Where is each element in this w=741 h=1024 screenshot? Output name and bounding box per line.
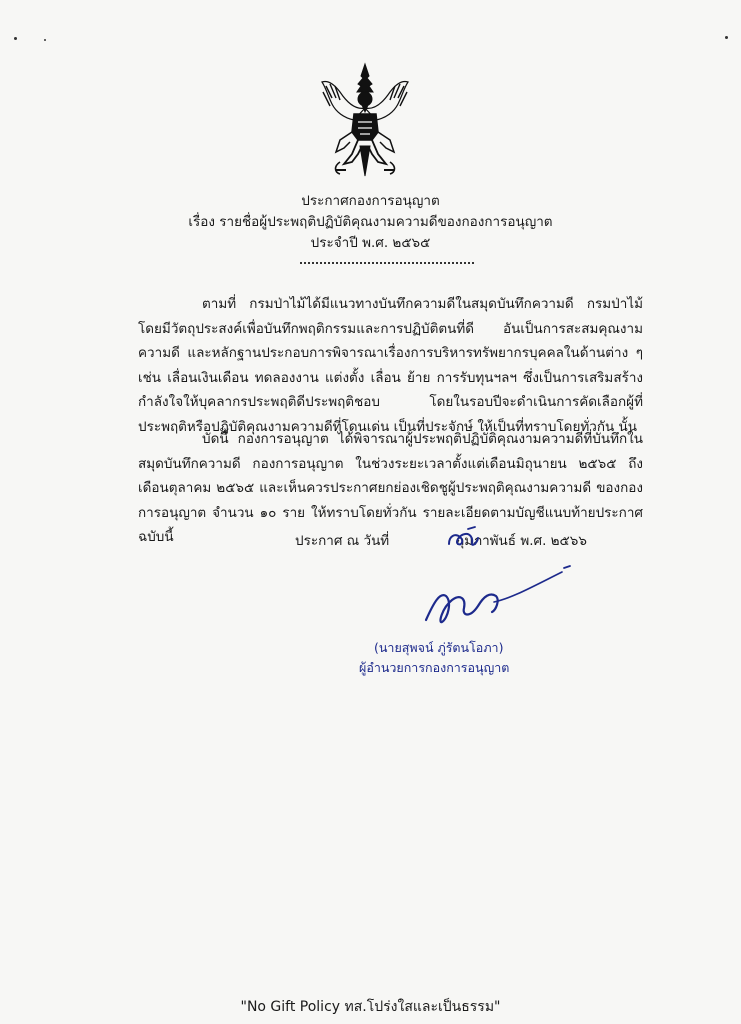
body-paragraph-1 — [138, 292, 643, 439]
handwritten-signature — [412, 562, 582, 637]
paper-speck — [44, 39, 46, 41]
paragraph-1-text: ตามที่ กรมป่าไม้ได้มีแนวทางบันทึกความดีในสมุดบันทึกความดี กรมป่าไม้ โดยมีวัตถุประสงค์เพื่อบันทึกพฤติกรรมและการปฏิบัติตนที่ดี อันเป็นการสะสมคุณงามความดี และหลักฐานประกอบการพิจารณาเรื่องการบริหารทรัพยากรบุคคลในด้านต่าง ๆ เช่น เลื่อนเงินเดือน ทดลองงาน แต่งตั้ง เลื่อน ย้าย การรับทุนฯลฯ ซึ่งเป็นการเสริมสร้างกำลังใจให้บุคลากรประพฤติดีประพฤติชอบ โดยในรอบปีจะดำเนินการคัดเลือกผู้ที่ประพฤติหรือปฏิบัติคุณงามความดีที่โดนเด่น เป็นที่ประจักษ์ ให้เป็นที่ทราบโดยทั่วกัน นั้น — [138, 296, 643, 435]
signer-name: (นายสุพจน์ ภู่รัตนโอภา) — [374, 640, 504, 655]
date-prefix: ประกาศ ณ วันที่ — [295, 533, 390, 549]
paper-speck — [725, 36, 728, 39]
announcement-subject: เรื่อง รายชื่อผู้ประพฤติปฏิบัติคุณงามความดีของกองการอนุญาต — [188, 214, 553, 230]
paper-speck — [14, 37, 17, 40]
handwritten-day — [446, 524, 480, 550]
garuda-emblem-icon — [318, 62, 412, 180]
footer-slogan: "No Gift Policy ทส.โปร่งใสและเป็นธรรม" — [240, 999, 501, 1015]
announcement-date — [295, 531, 587, 551]
dotted-divider — [300, 262, 474, 264]
announcement-year: ประจำปี พ.ศ. ๒๕๖๕ — [310, 235, 431, 251]
signer-title: ผู้อำนวยการกองการอนุญาต — [359, 660, 510, 675]
announcement-title: ประกาศกองการอนุญาต — [301, 193, 440, 209]
paragraph-2-text: บัดนี้ กองการอนุญาต ได้พิจารณาผู้ประพฤติปฏิบัติคุณงามความดีที่บันทึกในสมุดบันทึกความดี กองการอนุญาต ในช่วงระยะเวลาตั้งแต่เดือนมิถุนายน ๒๕๖๕ ถึง เดือนตุลาคม ๒๕๖๕ และเห็นควรประกาศยกย่องเชิดชูผู้ประพฤติคุณงามความดี ของกองการอนุญาต จำนวน ๑๐ ราย ให้ทราบโดยทั่วกัน รายละเอียดตามบัญชีแนบท้ายประกาศฉบับนี้ — [138, 431, 643, 545]
date-suffix: กุมภาพันธ์ พ.ศ. ๒๕๖๖ — [456, 533, 587, 549]
